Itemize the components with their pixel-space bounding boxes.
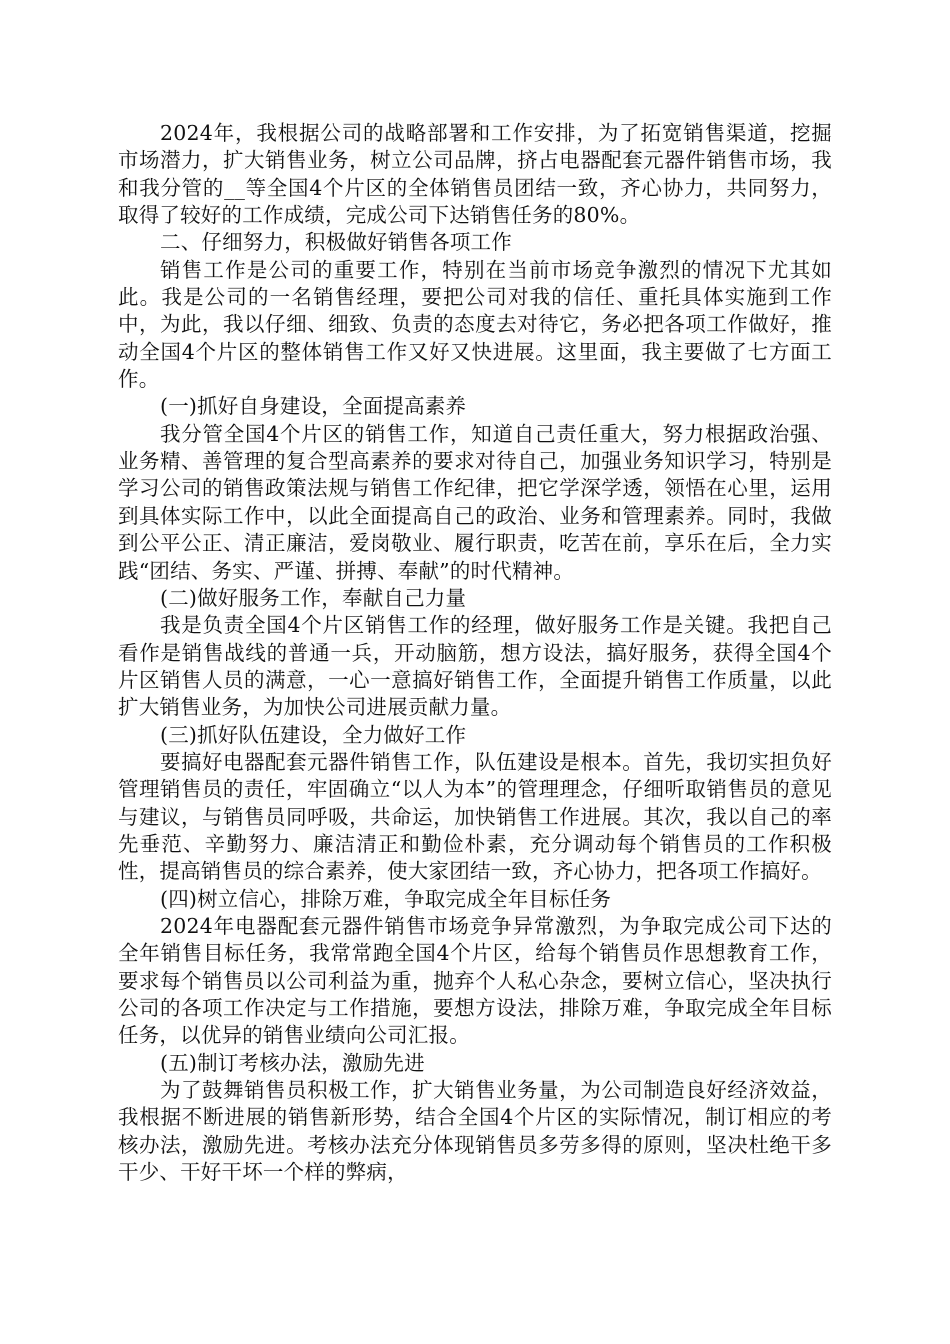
paragraph-targets: 2024年电器配套元器件销售市场竞争异常激烈，为争取完成公司下达的全年销售目标任务，我常常跑全国4个片区，给每个销售员作思想教育工作，要求每个销售员以公司利益为重，抛弃个人私心杂念，要树立信心，坚决执行公司的各项工作决定与工作措施，要想方设法，排除万难，争取完成全年目标任务，以优异的销售业绩向公司汇报。 <box>118 913 832 1048</box>
document-body <box>118 120 832 1186</box>
paragraph-sales-work: 销售工作是公司的重要工作，特别在当前市场竞争激烈的情况下尤其如此。我是公司的一名销售经理，要把公司对我的信任、重托具体实施到工作中，为此，我以仔细、细致、负责的态度去对待它，务必把各项工作做好，推动全国4个片区的整体销售工作又好又快进展。这里面，我主要做了七方面工作。 <box>118 257 832 392</box>
paragraph-self-building: 我分管全国4个片区的销售工作，知道自己责任重大，努力根据政治强、业务精、善管理的复合型高素养的要求对待自己，加强业务知识学习，特别是学习公司的销售政策法规与销售工作纪律，把它学深学透，领悟在心里，运用到具体实际工作中，以此全面提高自己的政治、业务和管理素养。同时，我做到公平公正、清正廉洁，爱岗敬业、履行职责，吃苦在前，享乐在后，全力实践“团结、务实、严谨、拼搏、奉献”的时代精神。 <box>118 421 832 583</box>
subheading-2: (二)做好服务工作，奉献自己力量 <box>160 585 467 610</box>
paragraph-intro: 2024年，我根据公司的战略部署和工作安排，为了拓宽销售渠道，挖掘市场潜力，扩大销售业务，树立公司品牌，挤占电器配套元器件销售市场，我和我分管的__等全国4个片区的全体销售员团结一致，齐心协力，共同努力，取得了较好的工作成绩，完成公司下达销售任务的80%。 <box>118 121 832 228</box>
subheading-1: (一)抓好自身建设，全面提高素养 <box>160 394 467 419</box>
subheading-4: (四)树立信心，排除万难，争取完成全年目标任务 <box>160 886 612 911</box>
paragraph-assessment: 为了鼓舞销售员积极工作，扩大销售业务量，为公司制造良好经济效益，我根据不断进展的销售新形势，结合全国4个片区的实际情况，制订相应的考核办法，激励先进。考核办法充分体现销售员多劳多得的原则，坚决杜绝干多干少、干好干坏一个样的弊病， <box>118 1078 832 1185</box>
subheading-5: (五)制订考核办法，激励先进 <box>160 1050 425 1075</box>
section-heading-2: 二、仔细努力，积极做好销售各项工作 <box>160 230 512 255</box>
paragraph-service: 我是负责全国4个片区销售工作的经理，做好服务工作是关键。我把自己看作是销售战线的普通一兵，开动脑筋，想方设法，搞好服务，获得全国4个片区销售人员的满意，一心一意搞好销售工作，全面提升销售工作质量，以此扩大销售业务，为加快公司进展贡献力量。 <box>118 613 832 720</box>
subheading-3: (三)抓好队伍建设，全力做好工作 <box>160 722 467 747</box>
paragraph-team-building: 要搞好电器配套元器件销售工作，队伍建设是根本。首先，我切实担负好管理销售员的责任，牢固确立“以人为本”的管理理念，仔细听取销售员的意见与建议，与销售员同呼吸，共命运，加快销售工作进展。其次，我以自己的率先垂范、辛勤努力、廉洁清正和勤俭朴素，充分调动每个销售员的工作积极性，提高销售员的综合素养，使大家团结一致，齐心协力，把各项工作搞好。 <box>118 749 832 884</box>
